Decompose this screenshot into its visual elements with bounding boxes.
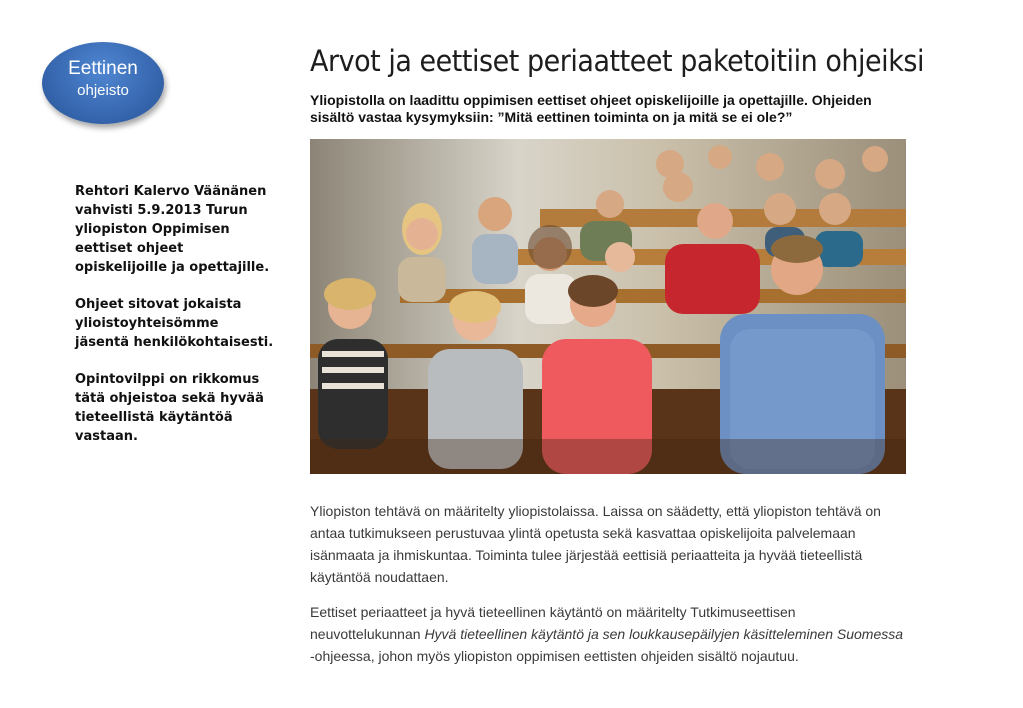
article-body	[310, 500, 910, 680]
body-paragraph-1: Yliopiston tehtävä on määritelty yliopistolaissa. Laissa on säädetty, että yliopiston tehtävä on antaa tutkimukseen perustuvaa ylintä opetusta sekä kasvattaa opiskelijoita palvelemaan isänmaata ja ihmiskuntaa. Toiminta tulee järjestää eettisiä periaatteita ja hyvää tieteellistä käytäntöä noudattaen.	[310, 503, 881, 585]
badge-line-1: Eettinen	[68, 58, 138, 79]
body-paragraph-2	[310, 601, 910, 667]
article-lead: Yliopistolla on laadittu oppimisen eettiset ohjeet opiskelijoille ja opettajille. Ohjeiden sisältö vastaa kysymyksiin: ”Mitä eettinen toiminta on ja mitä se ei ole?”	[310, 92, 872, 125]
sidebar-paragraph: Ohjeet sitovat jokaista ylioistoyhteisömme jäsentä henkilökohtaisesti.	[75, 297, 274, 350]
sidebar-notes	[75, 182, 275, 464]
guideline-title: Hyvä tieteellinen käytäntö ja sen loukkausepäilyjen käsitteleminen Suomessa	[424, 626, 904, 642]
article-title: Arvot ja eettiset periaatteet paketoitiin ohjeiksi	[310, 44, 924, 78]
sidebar-paragraph: Opintovilppi on rikkomus tätä ohjeistoa sekä hyvää tieteellistä käytäntöä vastaan.	[75, 372, 264, 444]
body-paragraph-2-start: Eettiset periaatteet ja hyvä tieteellinen käytäntö on määritelty Tutkimuseettisen neuvottelukunnan	[310, 604, 796, 642]
ethics-guide-badge	[42, 42, 164, 124]
body-paragraph-2-end: -ohjeessa, johon myös yliopiston oppimisen eettisten ohjeiden sisältö nojautuu.	[310, 648, 799, 664]
badge-line-2: ohjeisto	[77, 82, 129, 99]
lecture-hall-photo	[310, 139, 906, 474]
students-illustration	[310, 139, 906, 474]
sidebar-paragraph: Rehtori Kalervo Väänänen vahvisti 5.9.2013 Turun yliopiston Oppimisen eettiset ohjeet opiskelijoille ja opettajille.	[75, 184, 270, 275]
